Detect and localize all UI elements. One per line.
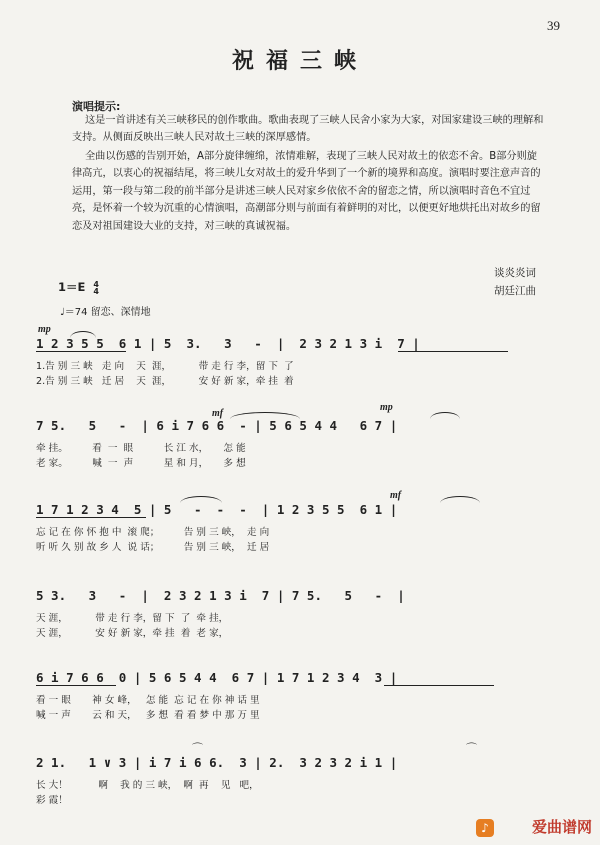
slur-mark (230, 412, 300, 419)
key-label: 1＝E (58, 280, 86, 294)
key-signature (58, 279, 99, 295)
lyrics-line-4-verse-1: 天 涯， 带 走 行 李，留 下 了 牵 挂， (36, 613, 229, 624)
slur-mark (430, 412, 460, 419)
notation-line-1: 1 2 3 5 5 6 1 | 5 3. 3 - | 2 3 2 1 3 i 7 | (36, 336, 420, 351)
fermata-icon-2: ⌒ (466, 742, 477, 755)
beam-underline (384, 685, 494, 686)
slur-mark (180, 496, 222, 503)
dynamic-mf-2: mf (390, 490, 402, 501)
lyrics-line-3-verse-1: 忘 记 在 你 怀 抱 中 滚 爬； 告 别 三 峡， 走 向 (36, 527, 270, 538)
beam-underline (36, 351, 126, 352)
tempo-marking: ♩＝74 留恋、深情地 (60, 307, 151, 318)
beam-underline (398, 351, 508, 352)
notation-line-2: 7 5. 5 - | 6 i 7 6 6 - | 5 6 5 4 4 6 7 | (36, 418, 398, 433)
lyrics-line-3-verse-2: 听 听 久 别 故 乡 人 说 话； 告 别 三 峡， 迁 居 (36, 542, 270, 553)
beam-underline (36, 685, 116, 686)
intro-paragraph-2: 全曲以伤感的告别开始，A部分旋律缠绵，浓情难解，表现了三峡人民对故土的依恋不舍。B部分则旋律高亢，以衷心的祝福结尾，将三峡儿女对故土的爱升华到了一个新的境界和高度。演唱时要注意声音的运用，第一段与第二段的前半部分是讲述三峡人民对家乡依依不舍的留恋之情，所以演唱时音色不宜过亮，是怀着一个较为沉重的心情演唱，高潮部分则与前面有着鲜明的对比，以便更好地烘托出对故乡的留恋及对祖国建设大业的支持，对三峡的真诚祝福。 (72, 151, 541, 232)
watermark-text: 爱曲谱网 (531, 818, 592, 836)
lyrics-line-1-verse-1: 1.告 别 三 峡 走 向 天 涯， 带 走 行 李，留 下 了 (36, 361, 294, 372)
lyrics-line-2-verse-2: 老 家。 喊 一 声 星 和 月， 多 想 (36, 458, 246, 469)
singing-hint-label: 演唱提示: (72, 100, 121, 113)
dynamic-mf: mf (212, 408, 224, 419)
lyrics-line-4-verse-2: 天 涯， 安 好 新 家，牵 挂 着 老 家， (36, 628, 229, 639)
dynamic-mp: mp (38, 324, 51, 335)
lyricist: 谈炎炎词 (494, 267, 536, 279)
watermark-logo-icon: ♪ (476, 819, 494, 837)
lyrics-line-5-verse-1: 看 一 眼 神 女 峰， 怎 能 忘 记 在 你 神 话 里 (36, 695, 260, 706)
dynamic-mp-2: mp (380, 402, 393, 413)
lyrics-line-5-verse-2: 喊 一 声 云 和 天， 多 想 看 看 梦 中 那 万 里 (36, 710, 260, 721)
notation-line-6: 2 1. 1 ∨ 3 | i 7 i 6 6. 3 | 2. 3 2 3 2 i 1 | (36, 755, 398, 770)
intro-paragraph-1: 这是一首讲述有关三峡移民的创作歌曲。歌曲表现了三峡人民舍小家为大家，对国家建设三峡的理解和支持。从侧面反映出三峡人民对故土三峡的深厚感情。 (72, 115, 544, 144)
page-number: 39 (547, 18, 560, 33)
credits (494, 264, 536, 300)
notation-line-4: 5 3. 3 - | 2 3 2 1 3 i 7 | 7 5. 5 - | (36, 588, 405, 603)
time-signature-top: 4 (93, 279, 99, 289)
time-signature-bottom: 4 (93, 286, 99, 296)
lyrics-line-6-verse-2: 彩 霞！ (36, 795, 68, 806)
notation-line-3: 1 7 1 2 3 4 5 | 5 - - - | 1 2 3 5 5 6 1 | (36, 502, 398, 517)
notation-line-5: 6 i 7 6 6 0 | 5 6 5 4 4 6 7 | 1 7 1 2 3 4 3 | (36, 670, 398, 685)
composer: 胡廷江曲 (494, 285, 536, 297)
slur-mark (70, 331, 96, 338)
slur-mark (440, 496, 480, 503)
time-signature (93, 281, 99, 295)
lyrics-line-6-verse-1: 长 大！ 啊 我 的 三 峡， 啊 再 见 吧， (36, 780, 259, 791)
song-title: 祝福三峡 (231, 48, 368, 74)
fermata-icon: ⌒ (192, 742, 203, 755)
lyrics-line-2-verse-1: 牵 挂。 看 一 眼 长 江 水， 怎 能 (36, 443, 246, 454)
lyrics-line-1-verse-2: 2.告 别 三 峡 迁 居 天 涯， 安 好 新 家，牵 挂 着 (36, 376, 294, 387)
beam-underline (36, 517, 146, 518)
